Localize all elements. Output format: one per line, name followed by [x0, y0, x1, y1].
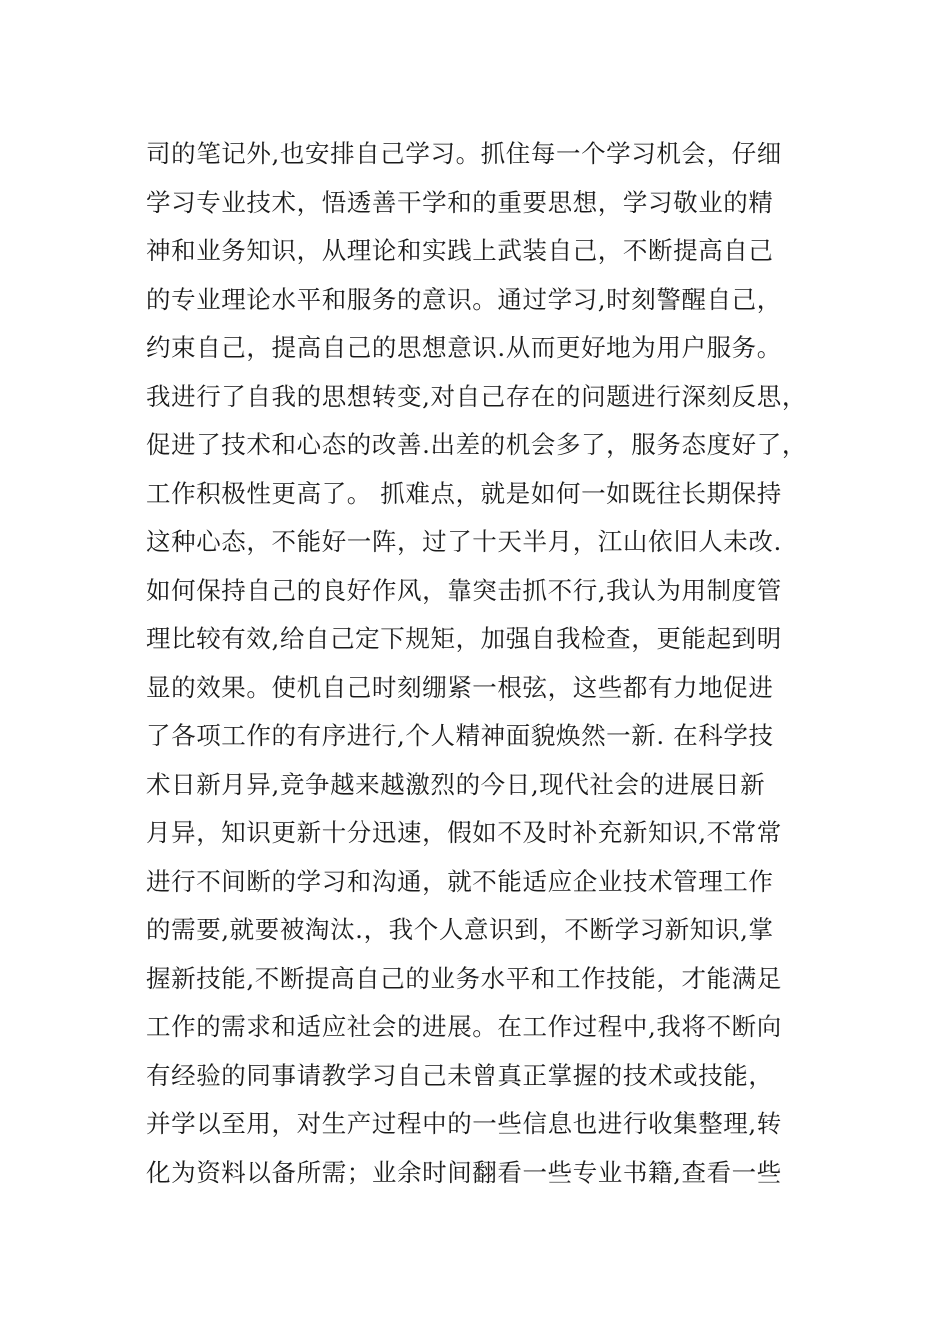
- text-line: 促进了技术和心态的改善.出差的机会多了，服务态度好了，: [146, 430, 807, 459]
- text-line: 的专业理论水平和服务的意识。通过学习,时刻警醒自己，: [146, 284, 782, 314]
- text-line: 握新技能,不断提高自己的业务水平和工作技能，才能满足: [146, 963, 782, 993]
- text-line: 司的笔记外,也安排自己学习。抓住每一个学习机会，仔细: [146, 139, 782, 168]
- text-line: 化为资料以备所需；业余时间翻看一些专业书籍,查看一些: [146, 1157, 782, 1187]
- text-line: 并学以至用，对生产过程中的一些信息也进行收集整理,转: [146, 1109, 782, 1138]
- text-line: 约束自己，提高自己的思想意识.从而更好地为用户服务。: [146, 333, 782, 362]
- text-line: 显的效果。使机自己时刻绷紧一根弦，这些都有力地促进: [146, 672, 774, 702]
- text-line: 了各项工作的有序进行,个人精神面貌焕然一新. 在科学技: [146, 721, 774, 750]
- text-line: 术日新月异,竞争越来越激烈的今日,现代社会的进展日新: [146, 769, 766, 799]
- body-text: [146, 130, 826, 1197]
- text-line: 工作的需求和适应社会的进展。在工作过程中,我将不断向: [146, 1012, 782, 1041]
- text-line: 有经验的同事请教学习自己未曾真正掌握的技术或技能，: [146, 1060, 774, 1090]
- text-line: 我进行了自我的思想转变,对自己存在的问题进行深刻反思，: [146, 381, 807, 411]
- text-line: 神和业务知识，从理论和实践上武装自己，不断提高自己: [146, 236, 774, 265]
- text-line: 如何保持自己的良好作风，靠突击抓不行,我认为用制度管: [146, 575, 782, 605]
- text-line: 进行不间断的学习和沟通，就不能适应企业技术管理工作: [146, 866, 774, 896]
- text-line: 这种心态，不能好一阵，过了十天半月，江山依旧人未改.: [146, 527, 782, 556]
- text-line: 工作积极性更高了。 抓难点，就是如何一如既往长期保持: [146, 478, 782, 508]
- text-line: 学习专业技术，悟透善干学和的重要思想，学习敬业的精: [146, 187, 774, 217]
- text-line: 的需要,就要被淘汰.，我个人意识到，不断学习新知识,掌: [146, 915, 774, 944]
- text-line: 理比较有效,给自己定下规矩，加强自我检查，更能起到明: [146, 624, 782, 653]
- text-line: 月异，知识更新十分迅速，假如不及时补充新知识,不常常: [146, 818, 782, 847]
